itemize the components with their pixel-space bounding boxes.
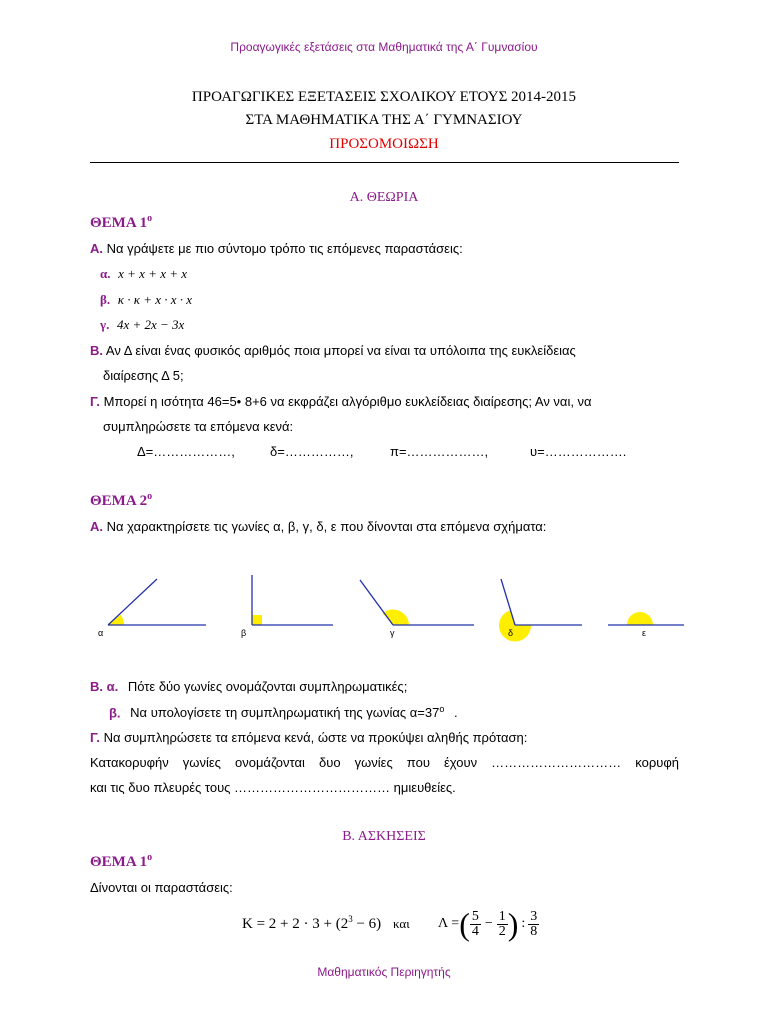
- t2-Bb-text: Να υπολογίσετε τη συμπληρωματική της γωνίας α=37: [130, 705, 440, 721]
- t2-Bb: [109, 704, 458, 720]
- page-header: Προαγωγικές εξετάσεις στα Μαθηματικά της Α΄ Γυμνασίου: [230, 40, 538, 54]
- thema-2-heading: [90, 491, 152, 510]
- t1-A-label: Α.: [90, 241, 103, 256]
- thema-1b-sup: ο: [147, 852, 153, 863]
- blank-y: υ=……………….: [530, 444, 627, 459]
- t2-Bb-end: .: [453, 705, 458, 721]
- t1-a-label: α.: [100, 266, 111, 281]
- t2-G-label: Γ.: [90, 730, 100, 745]
- t2-Ba-label: Β. α.: [90, 679, 119, 694]
- t1-A-text: Να γράψετε με πιο σύντομο τρόπο τις επόμενες παραστάσεις:: [106, 241, 463, 256]
- thema-2-label: ΘΕΜΑ 2: [90, 493, 148, 509]
- t2-A-label: Α.: [90, 519, 103, 534]
- thema-2-sup: ο: [147, 491, 153, 502]
- t1-B-label: Β.: [90, 343, 103, 358]
- frac-1-2-num: 1: [498, 908, 506, 924]
- t1-G-text2: συμπληρώσετε τα επόμενα κενά:: [103, 419, 294, 434]
- ex-intro: Δίνονται οι παραστάσεις:: [90, 880, 233, 895]
- t2-G-text: Να συμπληρώσετε τα επόμενα κενά, ώστε να προκύψει αληθής πρόταση:: [103, 730, 528, 745]
- expr-L: [438, 902, 539, 946]
- frac-5-4-num: 5: [471, 908, 479, 924]
- t1-B: [90, 343, 576, 358]
- t2-sentence-1: Κατακορυφήν γωνίες ονομάζονται δυο γωνίες που έχουν ………………………… κορυφή: [90, 755, 679, 770]
- blank-D: Δ=………………,: [137, 444, 235, 459]
- thema-1-heading: [90, 213, 152, 232]
- expr-L-lparen: (: [459, 905, 470, 942]
- expr-L-colon: :: [521, 916, 526, 931]
- frac-5-4-den: 4: [471, 923, 479, 939]
- expr-K-left: Κ = 2 + 2 · 3 + (2: [242, 916, 349, 932]
- expr-L-minus: −: [484, 916, 493, 931]
- t1-G: [90, 394, 592, 409]
- angle-label-epsilon: ε: [642, 628, 647, 638]
- angle-label-beta: β: [241, 628, 247, 638]
- title-line-2: ΣΤΑ ΜΑΘΗΜΑΤΙΚΑ ΤΗΣ Α΄ ΓΥΜΝΑΣΙΟΥ: [245, 112, 523, 128]
- t1-B-text1: Αν Δ είναι ένας φυσικός αριθμός ποια μπορεί να είναι τα υπόλοιπα της ευκλείδειας: [105, 343, 576, 358]
- expr-L-prefix: Λ =: [438, 916, 460, 931]
- frac-1-2-den: 2: [498, 923, 506, 939]
- t1-G-text1: Μπορεί η ισότητα 46=5• 8+6 να εκφράζει αλγόριθμο ευκλείδειας διαίρεσης; Αν ναι, να: [103, 394, 592, 409]
- t2-sentence-2: και τις δυο πλευρές τους ……………………………… ημιευθείες.: [90, 780, 456, 795]
- t2-A-text: Να χαρακτηρίσετε τις γωνίες α, β, γ, δ, ε που δίνονται στα επόμενα σχήματα:: [106, 519, 547, 534]
- blank-d: δ=……………,: [270, 444, 354, 459]
- t1-b-expr: κ · κ + x · x · x: [117, 292, 193, 307]
- section-theory: Α. ΘΕΩΡΙΑ: [349, 190, 419, 205]
- angle-label-alpha: α: [98, 628, 104, 638]
- angle-label-gamma: γ: [390, 628, 395, 638]
- title-line-3: ΠΡΟΣΟΜΟΙΩΣΗ: [329, 136, 439, 152]
- blank-p: π=………………,: [390, 444, 489, 459]
- t1-B-text2: διαίρεσης Δ 5;: [103, 368, 184, 383]
- t1-g: [100, 317, 184, 333]
- expr-K-exp: 3: [348, 914, 353, 924]
- thema-1-sup: ο: [147, 213, 153, 224]
- thema-1b-label: ΘΕΜΑ 1: [90, 854, 148, 870]
- t1-b-label: β.: [100, 292, 111, 307]
- page-footer: Μαθηματικός Περιηγητής: [317, 965, 451, 979]
- t2-Ba: [90, 679, 407, 694]
- frac-1-2: [497, 910, 508, 939]
- t2-G: [90, 730, 527, 745]
- t1-G-label: Γ.: [90, 394, 100, 409]
- t1-b: [100, 292, 192, 308]
- expr-K-right: − 6): [352, 916, 382, 932]
- frac-3-8-den: 8: [530, 923, 538, 939]
- angles-figure: [0, 565, 768, 645]
- t2-Ba-text: Πότε δύο γωνίες ονομάζονται συμπληρωματικές;: [127, 679, 408, 694]
- t1-g-label: γ.: [100, 317, 110, 332]
- frac-3-8-num: 3: [530, 908, 538, 924]
- t2-A: [90, 519, 546, 534]
- frac-5-4: [470, 910, 481, 939]
- t1-a: [100, 266, 187, 282]
- t2-Bb-label: β.: [109, 705, 121, 721]
- angle-epsilon: [608, 612, 684, 638]
- expr-L-rparen: ): [507, 905, 519, 942]
- thema-1-label: ΘΕΜΑ 1: [90, 215, 148, 231]
- section-exercises: Β. ΑΣΚΗΣΕΙΣ: [342, 829, 426, 844]
- t1-g-expr: 4x + 2x − 3x: [116, 317, 185, 332]
- frac-3-8: [528, 910, 539, 939]
- angle-alpha: [98, 579, 206, 638]
- expr-K: [242, 914, 381, 933]
- t1-a-expr: x + x + x + x: [118, 266, 188, 281]
- angle-delta: [499, 579, 582, 641]
- angle-gamma: [360, 580, 474, 638]
- thema-1b-heading: [90, 852, 152, 871]
- t2-Bb-deg: ο: [439, 704, 445, 714]
- angle-beta: [241, 575, 333, 638]
- title-divider: [90, 162, 679, 163]
- expr-and: και: [393, 916, 410, 931]
- title-line-1: ΠΡΟΑΓΩΓΙΚΕΣ ΕΞΕΤΑΣΕΙΣ ΣΧΟΛΙΚΟΥ ΕΤΟΥΣ 2014-2015: [191, 89, 577, 105]
- t1-A: [90, 241, 463, 256]
- angle-label-delta: δ: [508, 628, 514, 638]
